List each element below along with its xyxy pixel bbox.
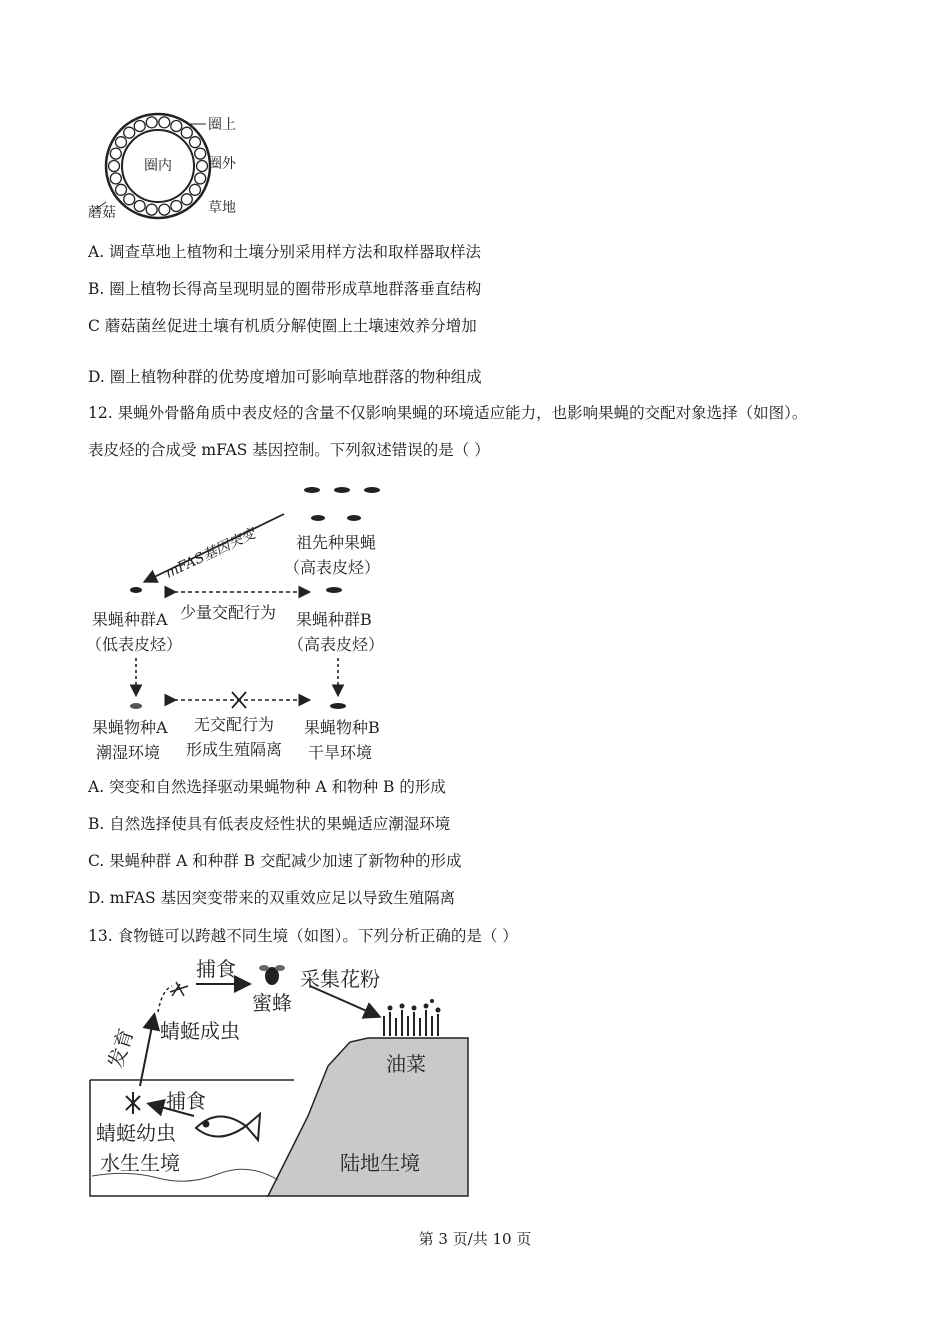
label-ring-top: 圈上 [208, 117, 236, 133]
q12-option-a: A. 突变和自然选择驱动果蝇物种 A 和物种 B 的形成 [88, 778, 446, 796]
dragonfly-larva-icon [126, 1092, 140, 1114]
speciesB-fly [330, 703, 346, 709]
few-mating-label: 少量交配行为 [180, 603, 277, 622]
mushroom-dot [171, 121, 182, 132]
mushroom-dot [190, 137, 201, 148]
label-outside: 圈外 [208, 156, 236, 172]
mushroom-dot [195, 173, 206, 184]
mushroom-dot [110, 148, 121, 159]
mushroom-dot [181, 127, 192, 138]
pollen-label: 采集花粉 [300, 967, 380, 991]
mushroom-dot [110, 173, 121, 184]
popA-label-1: 果蝇种群A [92, 610, 168, 629]
ancestor-flies [304, 487, 380, 521]
food-chain-diagram [88, 956, 472, 1200]
fish-icon [196, 1114, 260, 1140]
mushroom-dot [146, 117, 157, 128]
rapeseed-label: 油菜 [386, 1052, 426, 1076]
q12-stem-line2: 表皮烃的合成受 mFAS 基因控制。下列叙述错误的是（ ） [88, 441, 490, 459]
aquatic-label: 水生生境 [100, 1151, 180, 1175]
mushroom-dot [116, 184, 127, 195]
mushroom-dot [134, 201, 145, 212]
q11-option-a: A. 调查草地上植物和土壤分别采用样方法和取样器取样法 [88, 243, 482, 261]
q12-option-d: D. mFAS 基因突变带来的双重效应足以导致生殖隔离 [88, 889, 456, 907]
popB-label-2: （高表皮烃） [288, 635, 385, 654]
mushroom-dot [116, 137, 127, 148]
q12-option-c: C. 果蝇种群 A 和种群 B 交配减少加速了新物种的形成 [88, 852, 462, 870]
mushroom-dot [171, 201, 182, 212]
bee-label: 蜜蜂 [252, 991, 292, 1015]
mushroom-dot [109, 161, 120, 172]
speciesB-label-2: 干旱环境 [308, 743, 373, 762]
ancestor-label-1: 祖先种果蝇 [296, 533, 377, 552]
q12-stem-line1: 12. 果蝇外骨骼角质中表皮烃的含量不仅影响果蝇的环境适应能力，也影响果蝇的交配对象选择（如图）。 [88, 404, 808, 422]
popA-fly [130, 587, 142, 593]
mushroom-dot [124, 194, 135, 205]
popA-label-2: （低表皮烃） [86, 635, 183, 654]
no-mating-label-2: 形成生殖隔离 [186, 740, 283, 759]
mushroom-dot [159, 117, 170, 128]
q11-option-d: D. 圈上植物种群的优势度增加可影响草地群落的物种组成 [88, 368, 482, 386]
popB-fly [326, 587, 342, 593]
speciesA-label-1: 果蝇物种A [92, 718, 168, 737]
mushroom-dot [146, 204, 157, 215]
mutation-label: mFAS基因突变 [162, 525, 259, 582]
q11-option-b: B. 圈上植物长得高呈现明显的圈带形成草地群落垂直结构 [88, 280, 482, 298]
speciesA-fly [130, 703, 142, 709]
ancestor-label-2: （高表皮烃） [284, 558, 381, 577]
prey2-label: 捕食 [166, 1089, 206, 1113]
fairy-ring-figure [86, 110, 256, 230]
fairy-ring-diagram [86, 110, 256, 230]
mushroom-dot [159, 204, 170, 215]
q13-stem: 13. 食物链可以跨越不同生境（如图）。下列分析正确的是（ ） [88, 927, 518, 945]
speciesB-label-1: 果蝇物种B [304, 718, 380, 737]
q12-option-b: B. 自然选择使具有低表皮烃性状的果蝇适应潮湿环境 [88, 815, 451, 833]
no-mating-label-1: 无交配行为 [194, 715, 275, 734]
label-mushroom: 蘑菇 [88, 205, 116, 221]
label-grassland: 草地 [208, 200, 236, 216]
prey1-label: 捕食 [196, 957, 236, 981]
rapeseed-plants [384, 1010, 438, 1036]
popB-label-1: 果蝇种群B [296, 610, 372, 629]
mushroom-dot [181, 194, 192, 205]
mushroom-dot [190, 184, 201, 195]
larva-label: 蜻蜓幼虫 [96, 1121, 176, 1145]
develop-label: 发育 [103, 1025, 139, 1072]
label-inside: 圈内 [144, 158, 172, 174]
speciesA-label-2: 潮湿环境 [96, 743, 161, 762]
mushroom-dot [124, 127, 135, 138]
mushroom-dot [195, 148, 206, 159]
land-label: 陆地生境 [340, 1151, 420, 1175]
bee-icon [259, 965, 285, 985]
page-footer: 第 3 页/共 10 页 [418, 1230, 532, 1248]
adult-label: 蜻蜓成虫 [160, 1019, 240, 1043]
fruitfly-diagram [86, 478, 406, 768]
q11-option-c: C 蘑菇菌丝促进土壤有机质分解使圈上土壤速效养分增加 [88, 317, 477, 335]
mushroom-dot [197, 161, 208, 172]
food-chain-figure [88, 956, 472, 1200]
dragonfly-adult-icon [170, 982, 188, 996]
mushroom-dot [134, 121, 145, 132]
fruitfly-figure [86, 478, 406, 768]
